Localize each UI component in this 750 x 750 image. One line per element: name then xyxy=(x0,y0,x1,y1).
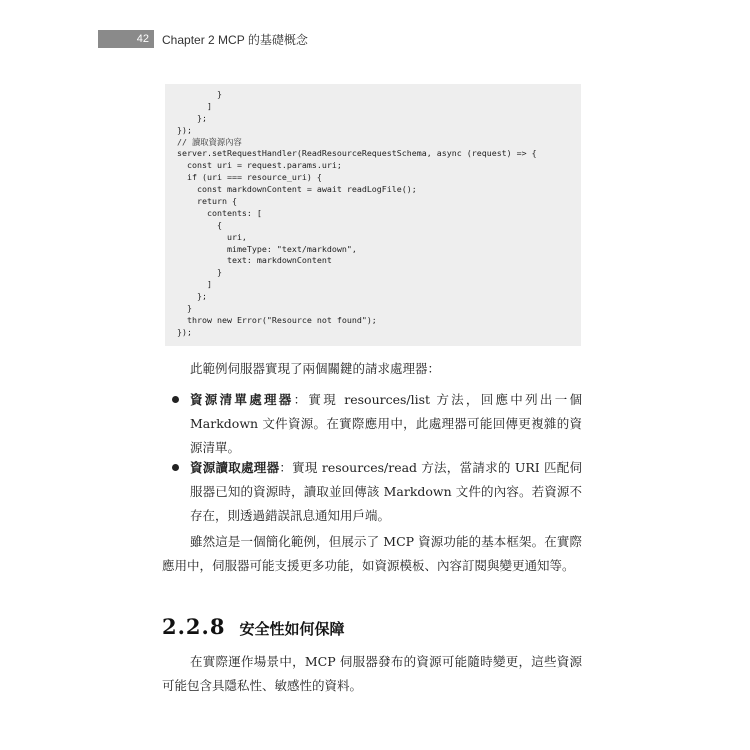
bullet-item-resource-list xyxy=(172,388,582,460)
section-paragraph: 在實際運作場景中，MCP 伺服器發布的資源可能隨時變更，這些資源可能包含具隱私性、敏感性的資料。 xyxy=(162,654,582,693)
code-line: ] xyxy=(177,279,212,290)
code-line: return { xyxy=(177,196,237,207)
page-number-tab xyxy=(98,30,154,48)
code-line: { xyxy=(177,219,222,230)
bullet-term: 資源讀取處理器 xyxy=(190,460,280,475)
page-number: 42 xyxy=(136,33,149,45)
code-line: } xyxy=(177,89,222,99)
section-number: 2.2.8 xyxy=(162,614,226,639)
code-line: } xyxy=(177,267,222,278)
code-line: server.setRequestHandler(ReadResourceRequestSchema, async (request) => { xyxy=(177,148,537,159)
bullet-description: ：實現 resources/list 方法，回應中列出一個 Markdown 文件資源。在實際應用中，此處理器可能回傳更複雜的資源清單。 xyxy=(190,392,582,455)
code-block xyxy=(165,84,581,346)
code-comment: // 讀取資源內容 xyxy=(177,136,242,147)
bullet-item-resource-read xyxy=(172,456,582,528)
code-line: contents: [ xyxy=(177,207,262,218)
bullet-icon xyxy=(172,464,179,471)
section-title: 安全性如何保障 xyxy=(239,620,345,638)
code-line: uri, xyxy=(177,231,247,242)
code-line: }; xyxy=(177,291,207,302)
chapter-title: Chapter 2 MCP 的基礎概念 xyxy=(162,33,308,47)
bullet-text xyxy=(190,388,582,460)
code-line: mimeType: "text/markdown", xyxy=(177,243,357,254)
summary-paragraph: 雖然這是一個簡化範例，但展示了 MCP 資源功能的基本框架。在實際應用中，伺服器可能支援更多功能，如資源模板、內容訂閱與變更通知等。 xyxy=(162,534,582,573)
code-line: }; xyxy=(177,112,207,123)
code-line: if (uri === resource_uri) { xyxy=(177,172,322,183)
bullet-text xyxy=(190,456,582,528)
bullet-term: 資源清單處理器 xyxy=(190,392,294,407)
code-line: text: markdownContent xyxy=(177,255,332,266)
bullet-description: ：實現 resources/read 方法，當請求的 URI 匹配伺服器已知的資源時，讀取並回傳該 Markdown 文件的內容。若資源不存在，則透過錯誤訊息通知用戶端。 xyxy=(190,460,582,523)
intro-paragraph: 此範例伺服器實現了兩個關鍵的請求處理器： xyxy=(190,361,441,376)
code-line: }); xyxy=(177,326,192,337)
code-line: ] xyxy=(177,100,212,111)
code-line: throw new Error("Resource not found"); xyxy=(177,314,377,325)
section-heading xyxy=(162,614,344,639)
code-line: } xyxy=(177,303,192,314)
code-line: const markdownContent = await readLogFile(); xyxy=(177,184,417,195)
code-line: }); xyxy=(177,124,192,135)
bullet-icon xyxy=(172,396,179,403)
code-line: const uri = request.params.uri; xyxy=(177,160,342,171)
